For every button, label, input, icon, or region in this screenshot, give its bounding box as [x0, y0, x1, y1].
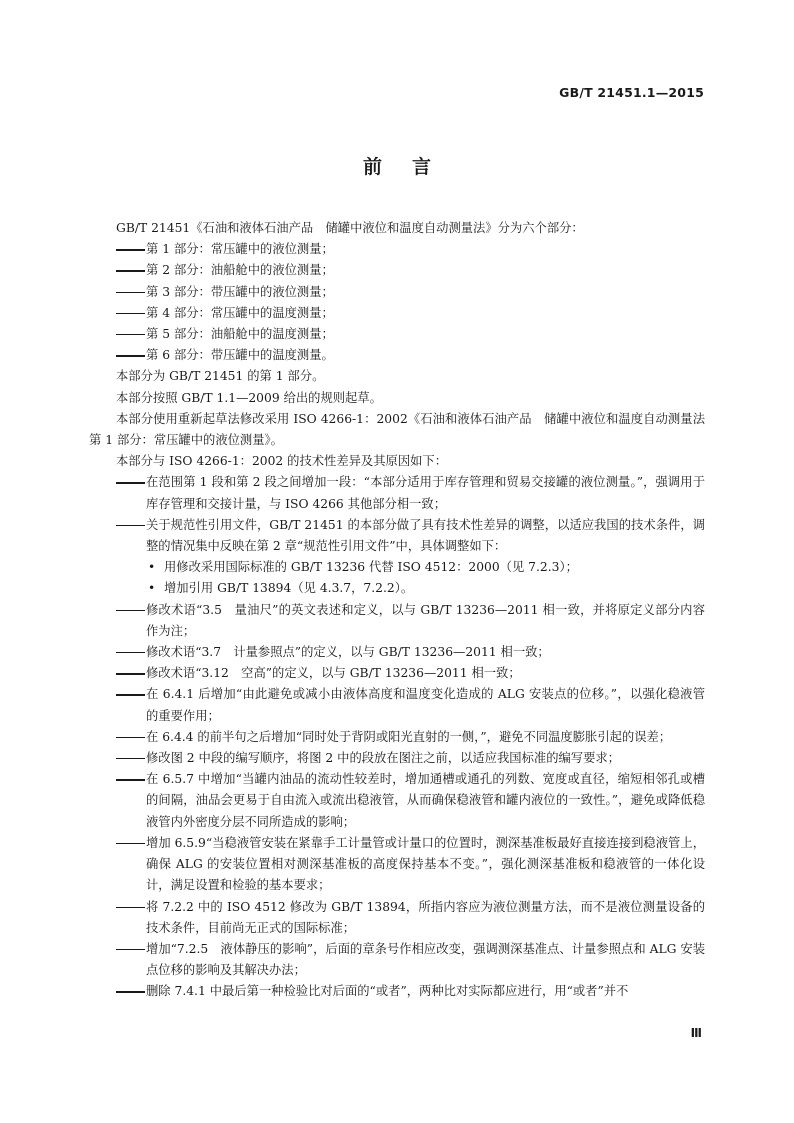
paragraph: 本部分使用重新起草法修改采用 ISO 4266-1：2002《石油和液体石油产品 储罐中液位和温度自动测量法 第 1 部分：常压罐中的液位测量》。 [89, 411, 718, 448]
part-item: 第 5 部分：油船舱中的温度测量； [146, 327, 334, 342]
part-item: 第 4 部分：常压罐中的温度测量； [146, 305, 334, 320]
difference-item: 在范围第 1 段和第 2 段之间增加一段：“本部分适用于库存管理和贸易交接罐的液位测量。”，强调用于库存管理和交接计量，与 ISO 4266 其他部分相一致； [146, 475, 705, 511]
page-number: Ⅲ [690, 1026, 702, 1040]
difference-item: 修改术语“3.7 计量参照点”的定义，以与 GB/T 13236—2011 相一致； [146, 645, 550, 660]
difference-item: 增加 6.5.9“当稳液管安装在紧靠手工计量管或计量口的位置时，测深基准板最好直接连接到稳液管上，确保 ALG 的安装位置相对测深基准板的高度保持基本不变。”，强化测深基准板和稳液管的一体化设计，满足设置和检验的基本要求； [146, 835, 705, 893]
part-item: 第 1 部分：常压罐中的液位测量； [146, 242, 334, 257]
difference-item: 在 6.4.1 后增加“由此避免或减小由液体高度和温度变化造成的 ALG 安装点的位移。”，以强化稳液管的重要作用； [146, 687, 705, 723]
paragraph: 本部分为 GB/T 21451 的第 1 部分。 [116, 369, 325, 384]
sub-item: • 增加引用 GB/T 13894（见 4.3.7，7.2.2）。 [89, 578, 705, 599]
difference-item: 在 6.5.7 中增加“当罐内油品的流动性较差时，增加通槽或通孔的列数、宽度或直径，缩短相邻孔或槽的间隔，油品会更易于自由流入或流出稳液管，从而确保稳液管和罐内液位的一致性。”，避免或降低稳液管内外密度分层不同所造成的影响； [146, 772, 705, 829]
part-item: 第 3 部分：带压罐中的液位测量； [146, 284, 334, 299]
bullet-icon: • [148, 560, 156, 575]
difference-item: 关于规范性引用文件，GB/T 21451 的本部分做了具有技术性差异的调整，以适应我国的技术条件，调整的情况集中反映在第 2 章“规范性引用文件”中，具体调整如下： [146, 517, 705, 554]
paragraph: 本部分与 ISO 4266-1：2002 的技术性差异及其原因如下： [116, 454, 448, 469]
difference-item: 将 7.2.2 中的 ISO 4512 修改为 GB/T 13894，所指内容应为液位测量方法，而不是液位测量设备的技术条件，目前尚无正式的国际标准； [146, 899, 705, 935]
bullet-icon: • [148, 581, 156, 596]
difference-item: 删除 7.4.1 中最后第一种检验比对后面的“或者”，两种比对实际都应进行，用“或者”并不 [146, 984, 629, 999]
difference-item: 在 6.4.4 的前半句之后增加“同时处于背阴或阳光直射的一侧，”，避免不同温度膨胀引起的误差； [146, 729, 672, 744]
difference-item: 修改图 2 中段的编写顺序，将图 2 中的段放在图注之前，以适应我国标准的编写要求； [146, 751, 620, 766]
intro-paragraph: GB/T 21451《石油和液体石油产品 储罐中液位和温度自动测量法》分为六个部分： [116, 221, 584, 235]
standard-code: GB/T 21451.1—2015 [559, 85, 704, 100]
difference-item: 增加“7.2.5 液体静压的影响”，后面的章条号作相应改变，强调测深基准点、计量参照点和 ALG 安装点位移的影响及其解决办法； [146, 941, 705, 978]
difference-item: 修改术语“3.12 空高”的定义，以与 GB/T 13236—2011 相一致； [146, 666, 521, 681]
paragraph: 本部分按照 GB/T 1.1—2009 给出的规则起草。 [116, 390, 382, 405]
sub-item: • 用修改采用国际标准的 GB/T 13236 代替 ISO 4512：2000（见 7.2.3）； [89, 557, 705, 578]
document-body [89, 218, 718, 1003]
difference-item: 修改术语“3.5 量油尺”的英文表述和定义，以与 GB/T 13236—2011 相一致，并将原定义部分内容作为注； [146, 602, 705, 638]
part-item: 第 2 部分：油船舱中的液位测量； [146, 263, 334, 278]
part-item: 第 6 部分：带压罐中的温度测量。 [146, 348, 334, 363]
page-title: 前言 [362, 156, 461, 178]
